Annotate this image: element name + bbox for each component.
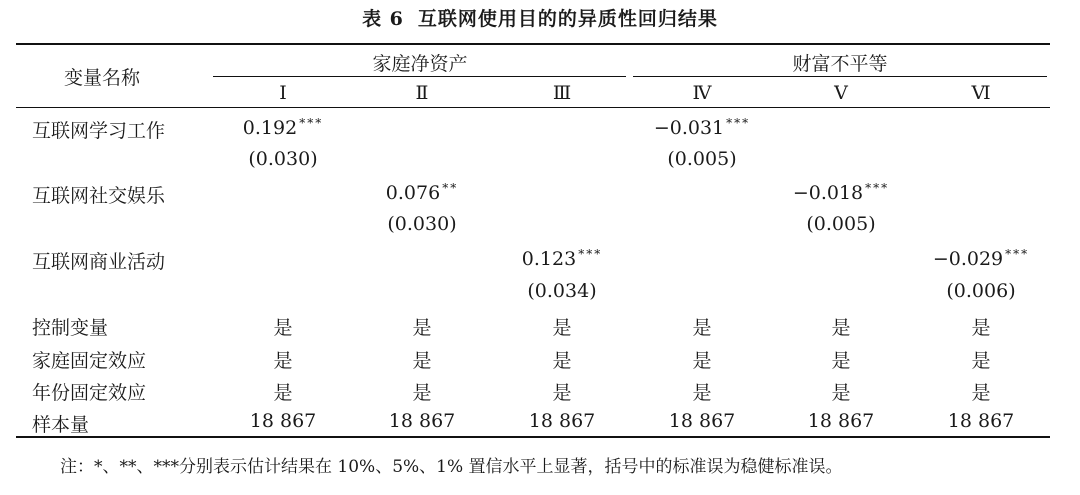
sample-size-cell: 18 867	[807, 410, 875, 432]
control-cell: 是	[552, 382, 572, 404]
control-cell: 是	[273, 350, 293, 372]
control-cell: 是	[412, 317, 432, 339]
coef-cell: 0.192 ***	[242, 116, 324, 139]
header-rule	[16, 107, 1050, 108]
control-cell: 是	[552, 350, 572, 372]
group-rule-wealth-inequality	[633, 76, 1047, 77]
row-label-social-entertainment: 互联网社交娱乐	[32, 185, 166, 207]
group-rule-net-assets	[213, 76, 626, 77]
se-cell: (0.005)	[667, 148, 737, 170]
se-cell: (0.005)	[806, 213, 876, 235]
control-cell: 是	[692, 382, 712, 404]
control-cell: 是	[971, 382, 991, 404]
control-cell: 是	[831, 382, 851, 404]
significance-stars: **	[442, 181, 459, 195]
significance-stars: ***	[299, 116, 324, 130]
sample-size-cell: 18 867	[388, 410, 456, 432]
control-cell: 是	[831, 350, 851, 372]
control-cell: 是	[971, 317, 991, 339]
significance-stars: ***	[578, 247, 603, 261]
col-header-3: Ⅲ	[552, 82, 572, 104]
row-label-learning-work: 互联网学习工作	[32, 120, 166, 142]
control-cell: 是	[273, 382, 293, 404]
sample-size-cell: 18 867	[528, 410, 596, 432]
col-header-6: Ⅵ	[971, 82, 991, 104]
se-cell: (0.030)	[248, 148, 318, 170]
significance-stars: ***	[726, 116, 751, 130]
se-cell: (0.034)	[527, 280, 597, 302]
row-label-household-fe: 家庭固定效应	[32, 350, 147, 372]
control-cell: 是	[412, 382, 432, 404]
coef-cell: 0.123 ***	[521, 247, 603, 270]
table-title-text: 互联网使用目的的异质性回归结果	[417, 8, 718, 30]
control-cell: 是	[692, 350, 712, 372]
coef-cell: 0.076 **	[385, 181, 459, 204]
col-header-4: Ⅳ	[692, 82, 712, 104]
row-label-business: 互联网商业活动	[32, 251, 166, 273]
se-cell: (0.030)	[387, 213, 457, 235]
table-title	[0, 4, 1080, 31]
row-label-year-fe: 年份固定效应	[32, 382, 147, 404]
group-header-net-assets: 家庭净资产	[372, 53, 468, 75]
col-header-5: Ⅴ	[834, 82, 848, 104]
control-cell: 是	[552, 317, 572, 339]
control-cell: 是	[971, 350, 991, 372]
table-number: 表 6	[362, 8, 404, 30]
top-rule	[16, 43, 1050, 45]
control-cell: 是	[831, 317, 851, 339]
group-header-wealth-inequality: 财富不平等	[792, 53, 888, 75]
col-header-1: Ⅰ	[279, 82, 287, 104]
row-label-sample-size: 样本量	[32, 414, 90, 436]
significance-stars: ***	[865, 181, 890, 195]
sample-size-cell: 18 867	[249, 410, 317, 432]
coef-cell: −0.029 ***	[932, 247, 1030, 270]
table-note: 注：*、**、***分别表示估计结果在 10%、5%、1% 置信水平上显著，括号中的标准误为稳健标准误。	[60, 457, 843, 477]
control-cell: 是	[412, 350, 432, 372]
row-label-controls: 控制变量	[32, 317, 109, 339]
col-header-2: Ⅱ	[415, 82, 429, 104]
control-cell: 是	[692, 317, 712, 339]
sample-size-cell: 18 867	[947, 410, 1015, 432]
sample-size-cell: 18 867	[668, 410, 736, 432]
bottom-rule	[16, 436, 1050, 438]
se-cell: (0.006)	[946, 280, 1016, 302]
variable-name-header: 变量名称	[64, 67, 141, 89]
coef-cell: −0.031 ***	[653, 116, 751, 139]
control-cell: 是	[273, 317, 293, 339]
significance-stars: ***	[1005, 247, 1030, 261]
coef-cell: −0.018 ***	[792, 181, 890, 204]
